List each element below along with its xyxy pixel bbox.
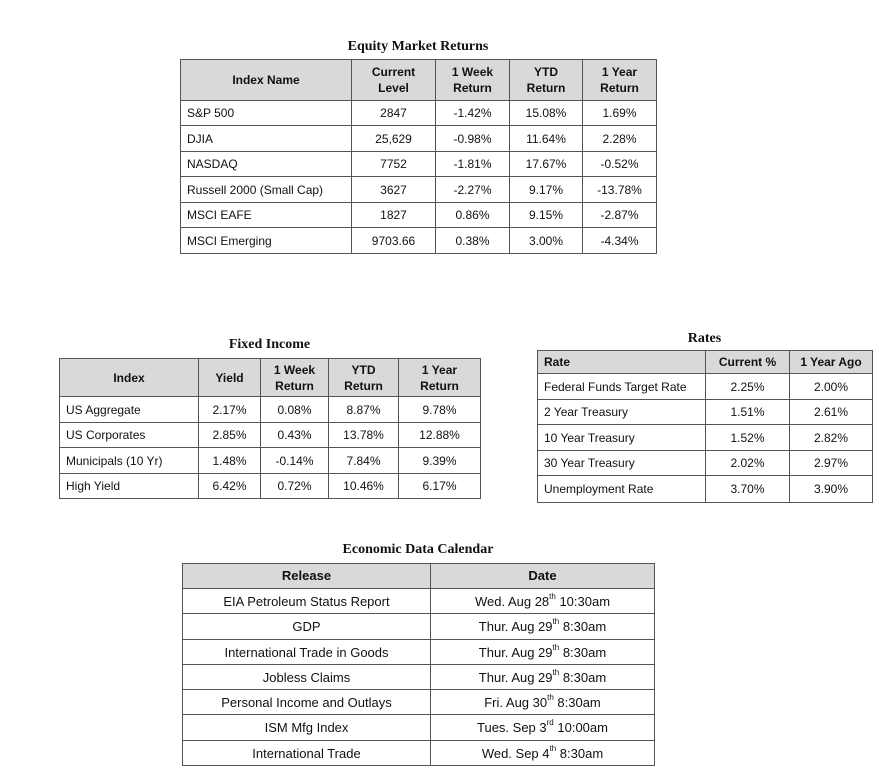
table-cell: 2.97% — [790, 451, 873, 476]
table-cell: Thur. Aug 29th 8:30am — [431, 614, 655, 640]
table-cell: 1827 — [352, 203, 436, 228]
table-cell: Fri. Aug 30th 8:30am — [431, 690, 655, 715]
table-cell: 9703.66 — [352, 228, 436, 254]
table-cell: 9.15% — [510, 203, 583, 228]
table-cell: 2.28% — [583, 126, 657, 152]
table-cell: Jobless Claims — [183, 665, 431, 690]
table-cell: S&P 500 — [181, 101, 352, 126]
table-cell: Wed. Aug 28th 10:30am — [431, 589, 655, 614]
table-cell: 25,629 — [352, 126, 436, 152]
equity-header-cell: Index Name — [181, 60, 352, 101]
table-cell: -0.14% — [261, 448, 329, 474]
table-row — [183, 690, 655, 715]
calendar-header-cell: Release — [183, 564, 431, 589]
table-cell: 2847 — [352, 101, 436, 126]
table-cell: 0.72% — [261, 474, 329, 499]
table-row — [60, 474, 481, 499]
table-row — [181, 203, 657, 228]
table-cell: 12.88% — [399, 423, 481, 448]
table-row — [183, 741, 655, 766]
table-cell: MSCI EAFE — [181, 203, 352, 228]
table-cell: MSCI Emerging — [181, 228, 352, 254]
table-cell: 3.00% — [510, 228, 583, 254]
table-cell: 10 Year Treasury — [538, 425, 706, 451]
table-cell: -1.42% — [436, 101, 510, 126]
table-cell: 2.00% — [790, 374, 873, 400]
fixed-header-row — [60, 359, 481, 397]
table-row — [538, 451, 873, 476]
table-cell: 3.90% — [790, 476, 873, 503]
table-cell: EIA Petroleum Status Report — [183, 589, 431, 614]
table-cell: 7752 — [352, 152, 436, 177]
table-row — [60, 448, 481, 474]
table-cell: 1.48% — [199, 448, 261, 474]
table-cell: 6.17% — [399, 474, 481, 499]
table-cell: 3627 — [352, 177, 436, 203]
table-cell: 15.08% — [510, 101, 583, 126]
table-cell: 1.69% — [583, 101, 657, 126]
table-cell: GDP — [183, 614, 431, 640]
rates-header-cell: Current % — [706, 351, 790, 374]
rates-table — [537, 350, 873, 503]
table-cell: ISM Mfg Index — [183, 715, 431, 741]
table-cell: Federal Funds Target Rate — [538, 374, 706, 400]
table-cell: 1.51% — [706, 400, 790, 425]
table-cell: Unemployment Rate — [538, 476, 706, 503]
table-cell: 1.52% — [706, 425, 790, 451]
table-cell: Tues. Sep 3rd 10:00am — [431, 715, 655, 741]
table-cell: 2.82% — [790, 425, 873, 451]
table-cell: 6.42% — [199, 474, 261, 499]
table-cell: Personal Income and Outlays — [183, 690, 431, 715]
table-cell: -13.78% — [583, 177, 657, 203]
table-row — [183, 614, 655, 640]
table-row — [183, 640, 655, 665]
table-cell: 10.46% — [329, 474, 399, 499]
table-row — [538, 425, 873, 451]
table-cell: Thur. Aug 29th 8:30am — [431, 640, 655, 665]
rates-header-cell: Rate — [538, 351, 706, 374]
table-cell: International Trade in Goods — [183, 640, 431, 665]
table-cell: 2.17% — [199, 397, 261, 423]
table-row — [183, 715, 655, 741]
table-row — [181, 152, 657, 177]
table-cell: 9.39% — [399, 448, 481, 474]
table-row — [183, 665, 655, 690]
rates-title: Rates — [687, 331, 722, 346]
table-cell: 0.43% — [261, 423, 329, 448]
table-cell: US Corporates — [60, 423, 199, 448]
table-cell: 3.70% — [706, 476, 790, 503]
table-cell: 11.64% — [510, 126, 583, 152]
equity-header-row — [181, 60, 657, 101]
table-cell: 0.86% — [436, 203, 510, 228]
table-cell: 8.87% — [329, 397, 399, 423]
table-cell: 2.61% — [790, 400, 873, 425]
equity-title: Equity Market Returns — [347, 39, 489, 54]
table-cell: 17.67% — [510, 152, 583, 177]
table-row — [60, 397, 481, 423]
fixed-income-title: Fixed Income — [228, 337, 311, 352]
equity-header-cell: 1 Year Return — [583, 60, 657, 101]
table-row — [538, 400, 873, 425]
calendar-header-row — [183, 564, 655, 589]
fixed-header-cell: YTD Return — [329, 359, 399, 397]
calendar-table — [182, 563, 655, 766]
table-cell: -1.81% — [436, 152, 510, 177]
fixed-header-cell: 1 Week Return — [261, 359, 329, 397]
table-cell: 2.25% — [706, 374, 790, 400]
table-row — [181, 101, 657, 126]
equity-table — [180, 59, 657, 254]
table-row — [538, 374, 873, 400]
table-cell: 0.38% — [436, 228, 510, 254]
table-cell: -4.34% — [583, 228, 657, 254]
equity-header-cell: Current Level — [352, 60, 436, 101]
table-cell: 9.78% — [399, 397, 481, 423]
table-row — [538, 476, 873, 503]
rates-header-cell: 1 Year Ago — [790, 351, 873, 374]
table-cell: High Yield — [60, 474, 199, 499]
table-cell: DJIA — [181, 126, 352, 152]
table-cell: 2.85% — [199, 423, 261, 448]
fixed-header-cell: Index — [60, 359, 199, 397]
table-cell: 7.84% — [329, 448, 399, 474]
table-row — [181, 126, 657, 152]
table-cell: -2.87% — [583, 203, 657, 228]
table-row — [60, 423, 481, 448]
table-row — [183, 589, 655, 614]
table-cell: 13.78% — [329, 423, 399, 448]
table-cell: 0.08% — [261, 397, 329, 423]
fixed-header-cell: 1 Year Return — [399, 359, 481, 397]
table-cell: Wed. Sep 4th 8:30am — [431, 741, 655, 766]
table-cell: 9.17% — [510, 177, 583, 203]
table-row — [181, 177, 657, 203]
rates-header-row — [538, 351, 873, 374]
table-cell: US Aggregate — [60, 397, 199, 423]
table-cell: Thur. Aug 29th 8:30am — [431, 665, 655, 690]
calendar-header-cell: Date — [431, 564, 655, 589]
table-cell: -0.98% — [436, 126, 510, 152]
table-cell: Russell 2000 (Small Cap) — [181, 177, 352, 203]
calendar-title: Economic Data Calendar — [342, 542, 494, 557]
table-row — [181, 228, 657, 254]
table-cell: -0.52% — [583, 152, 657, 177]
table-cell: International Trade — [183, 741, 431, 766]
table-cell: 2.02% — [706, 451, 790, 476]
fixed-header-cell: Yield — [199, 359, 261, 397]
fixed-income-table — [59, 358, 481, 499]
equity-header-cell: YTD Return — [510, 60, 583, 101]
table-cell: 30 Year Treasury — [538, 451, 706, 476]
table-cell: NASDAQ — [181, 152, 352, 177]
table-cell: Municipals (10 Yr) — [60, 448, 199, 474]
equity-header-cell: 1 Week Return — [436, 60, 510, 101]
table-cell: 2 Year Treasury — [538, 400, 706, 425]
table-cell: -2.27% — [436, 177, 510, 203]
